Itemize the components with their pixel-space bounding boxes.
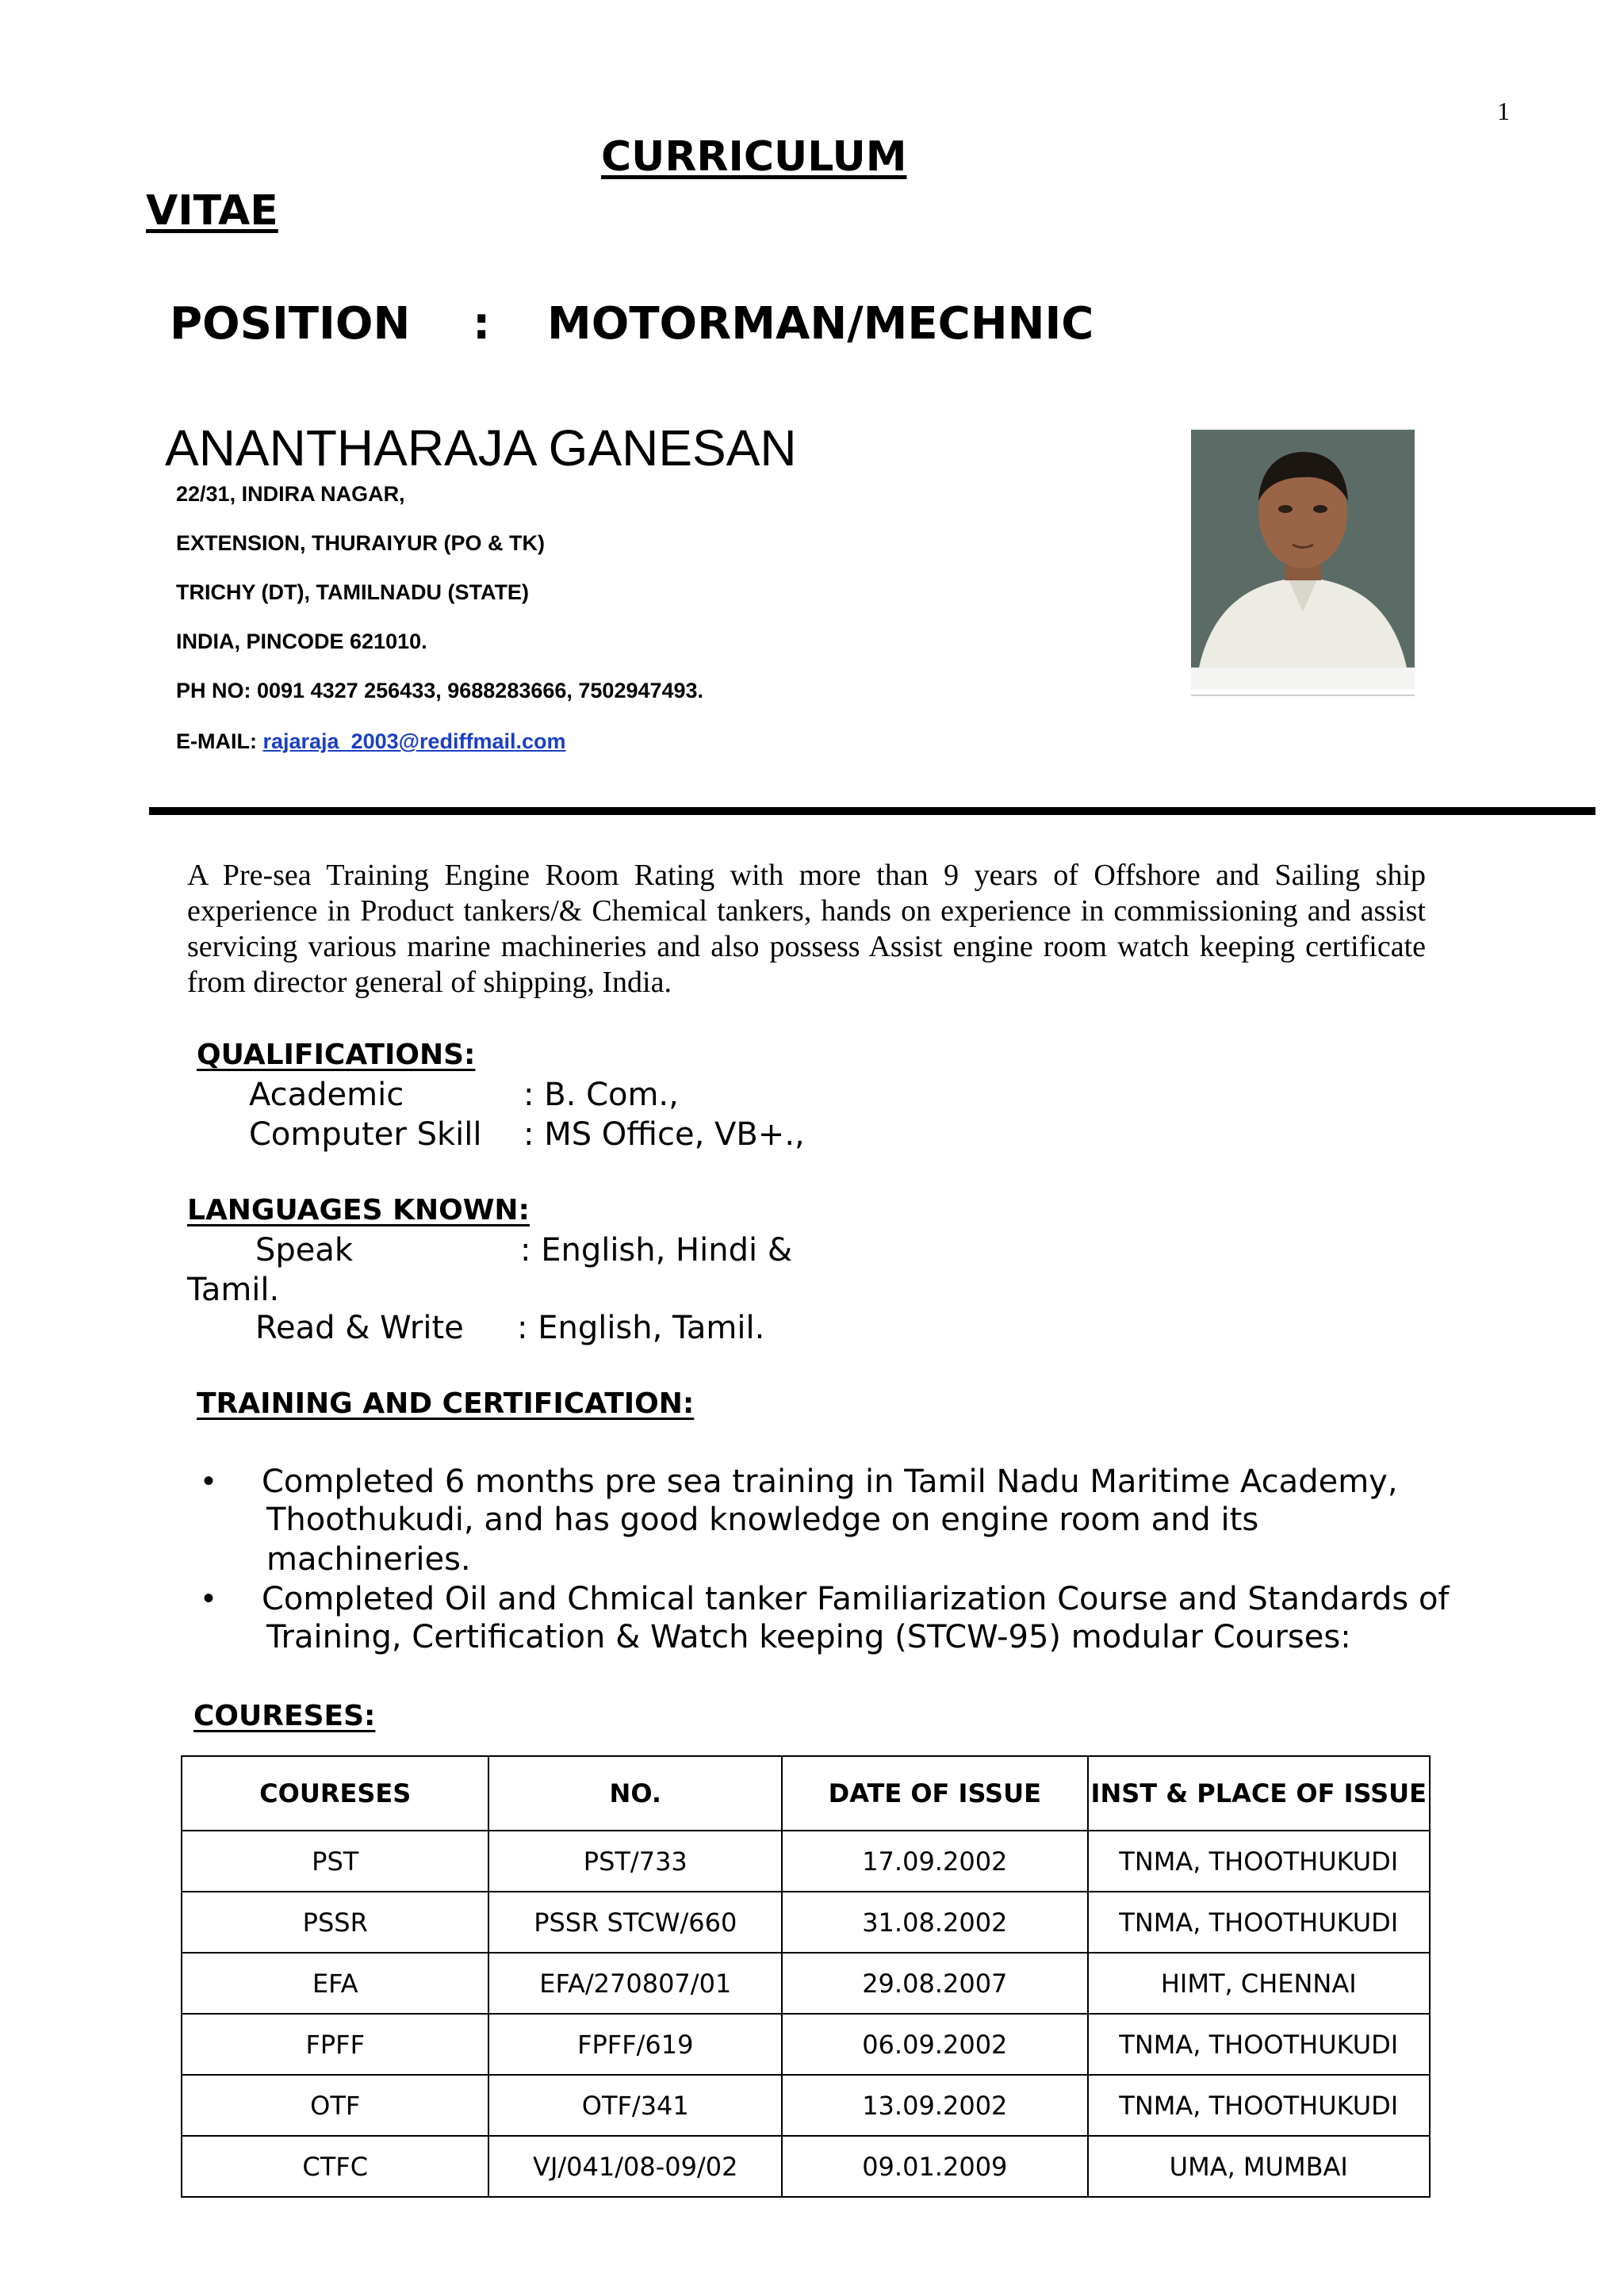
photo-divider (1191, 695, 1415, 696)
table-cell: PSSR (182, 1892, 488, 1953)
table-row (182, 2014, 1430, 2075)
courses-heading: COURESES: (193, 1700, 376, 1732)
table-cell: EFA/270807/01 (488, 1953, 782, 2014)
address-line: EXTENSION, THURAIYUR (PO & TK) (176, 531, 546, 555)
languages-heading: LANGUAGES KNOWN: (187, 1194, 530, 1226)
training-item-line: Completed Oil and Chmical tanker Familiarization Course and Standards of (262, 1581, 1450, 1617)
qualification-value: : B. Com., (523, 1077, 679, 1113)
table-cell: 13.09.2002 (782, 2075, 1087, 2136)
title-curriculum: CURRICULUM (601, 133, 907, 181)
column-header: NO. (488, 1756, 782, 1831)
table-row (182, 2075, 1430, 2136)
position-value: MOTORMAN/MECHNIC (547, 298, 1094, 350)
address-line: TRICHY (DT), TAMILNADU (STATE) (176, 580, 529, 604)
bullet-icon: • (203, 1464, 215, 1498)
language-speak-label: Speak (255, 1232, 354, 1269)
table-cell: TNMA, THOOTHUKUDI (1088, 2075, 1430, 2136)
table-row (182, 1892, 1430, 1953)
language-speak-wrap: Tamil. (187, 1272, 280, 1308)
column-header: DATE OF ISSUE (782, 1756, 1087, 1831)
table-cell: PST (182, 1831, 488, 1892)
training-item-line: machineries. (266, 1541, 471, 1578)
training-item-line: Completed 6 months pre sea training in Tamil Nadu Maritime Academy, (262, 1464, 1398, 1500)
table-cell: 17.09.2002 (782, 1831, 1087, 1892)
column-header: INST & PLACE OF ISSUE (1088, 1756, 1430, 1831)
table-cell: FPFF/619 (488, 2014, 782, 2075)
candidate-name: ANANTHARAJA GANESAN (165, 419, 797, 476)
table-row (182, 1831, 1430, 1892)
column-header: COURESES (182, 1756, 488, 1831)
qualification-value: : MS Office, VB+., (523, 1116, 805, 1153)
qualification-label: Computer Skill (249, 1116, 482, 1153)
table-cell: PSSR STCW/660 (488, 1892, 782, 1953)
table-cell: EFA (182, 1953, 488, 2014)
table-cell: FPFF (182, 2014, 488, 2075)
table-cell: TNMA, THOOTHUKUDI (1088, 1892, 1430, 1953)
table-cell: UMA, MUMBAI (1088, 2136, 1430, 2197)
portrait-photo (1191, 430, 1415, 690)
table-cell: TNMA, THOOTHUKUDI (1088, 2014, 1430, 2075)
position-colon: : (473, 298, 491, 350)
bullet-icon: • (203, 1581, 215, 1616)
email-link[interactable]: rajaraja_2003@rediffmail.com (262, 729, 566, 753)
table-cell: CTFC (182, 2136, 488, 2197)
training-heading: TRAINING AND CERTIFICATION: (197, 1387, 695, 1420)
photo-icon (1191, 430, 1415, 690)
table-cell: 29.08.2007 (782, 1953, 1087, 2014)
training-item-line: Training, Certification & Watch keeping (STCW-95) modular Courses: (266, 1619, 1351, 1655)
language-rw-value: : English, Tamil. (517, 1310, 765, 1346)
courses-table (181, 1755, 1431, 2198)
table-cell: OTF (182, 2075, 488, 2136)
table-row (182, 2136, 1430, 2197)
language-speak-value: : English, Hindi & (520, 1232, 793, 1269)
title-vitae: VITAE (146, 187, 278, 235)
email-label: E-MAIL: (176, 729, 263, 753)
address-line: 22/31, INDIRA NAGAR, (176, 482, 405, 506)
phone-number: PH NO: 0091 4327 256433, 9688283666, 7502947493. (176, 679, 704, 702)
table-cell: HIMT, CHENNAI (1088, 1953, 1430, 2014)
table-cell: PST/733 (488, 1831, 782, 1892)
table-cell: VJ/041/08-09/02 (488, 2136, 782, 2197)
table-cell: 31.08.2002 (782, 1892, 1087, 1953)
table-cell: OTF/341 (488, 2075, 782, 2136)
language-rw-label: Read & Write (255, 1310, 464, 1346)
email-row (176, 729, 566, 754)
table-row (182, 1953, 1430, 2014)
qualification-label: Academic (249, 1077, 404, 1113)
training-item-line: Thoothukudi, and has good knowledge on engine room and its (266, 1502, 1259, 1538)
address-line: INDIA, PINCODE 621010. (176, 629, 427, 653)
qualifications-heading: QUALIFICATIONS: (197, 1039, 476, 1071)
header-rule (149, 807, 1595, 815)
table-cell: TNMA, THOOTHUKUDI (1088, 1831, 1430, 1892)
table-header-row (182, 1756, 1430, 1831)
position-label: POSITION (170, 298, 411, 350)
page-number: 1 (1497, 97, 1510, 125)
table-cell: 06.09.2002 (782, 2014, 1087, 2075)
profile-summary: A Pre-sea Training Engine Room Rating with more than 9 years of Offshore and Sailing ship experience in Product tankers/& Chemical tankers, hands on experience in commissioning and assist servicing various marine machineries and also possess Assist engine room watch keeping certificate from director general of shipping, India. (187, 859, 1426, 999)
table-cell: 09.01.2009 (782, 2136, 1087, 2197)
